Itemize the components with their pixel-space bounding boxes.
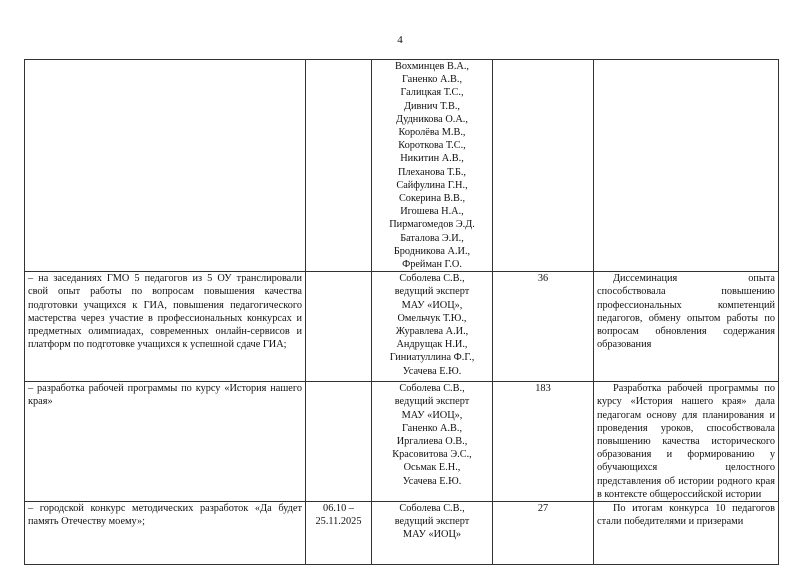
participant-name: Иргалиева О.В.,: [396, 436, 468, 448]
participant-name: Усачева Е.Ю.: [402, 475, 462, 487]
participant-name: МАУ «ИОЦ»,: [401, 299, 463, 311]
participant-name: МАУ «ИОЦ»,: [401, 409, 463, 421]
table-row: [25, 60, 779, 272]
participant-name: Осьмак Е.Н.,: [403, 462, 461, 474]
participant-name: Плеханова Т.Б.,: [397, 166, 466, 178]
participant-name: Соболева С.В.,: [399, 273, 465, 285]
participant-name: Королёва М.В.,: [398, 127, 466, 139]
activity-cell: – на заседаниях ГМО 5 педагогов из 5 ОУ транслировали свой опыт работы по вопросам повышения качества подготовки учащихся к ГИА, повышения педагогического мастерства через участие в профессиональных конкурсах и предметных олимпиадах, современных онлайн-сервисов и платформ по подготовке учащихся к успешной сдаче ГИА;: [25, 272, 306, 382]
dates-cell: [306, 272, 372, 382]
participant-name: Усачева Е.Ю.: [402, 365, 462, 377]
participants-cell: [372, 272, 493, 382]
dates-cell: [306, 60, 372, 272]
count-cell: 183: [493, 382, 594, 502]
dates-cell: [306, 382, 372, 502]
table-row: [25, 502, 779, 565]
participant-name: ведущий эксперт: [394, 396, 470, 408]
activity-cell: – городской конкурс методических разработок «Да будет память Отечеству моему»;: [25, 502, 306, 565]
participant-name: МАУ «ИОЦ»: [402, 529, 462, 541]
result-cell: Диссеминация опыта способствовала повышению профессиональных компетенций педагогов, обмену опытом работы по вопросам обновления содержания образования: [594, 272, 779, 382]
participant-name: Никитин А.В.,: [400, 153, 464, 165]
activity-cell: [25, 60, 306, 272]
participant-name: Красовитова Э.С.,: [392, 449, 472, 461]
participant-name: Сайфулина Г.Н.,: [396, 179, 468, 191]
participant-name: Омельчук Т.Ю.,: [397, 312, 467, 324]
participant-name: Баталова Э.И.,: [400, 232, 464, 244]
result-cell: Разработка рабочей программы по курсу «История нашего края» дала педагогам основу для планирования и проведения уроков, способствовала повышению качества исторического образования и формированию у обучающихся целостного представления об истории родного края в контексте общероссийской истории: [594, 382, 779, 502]
participant-name: Галицкая Т.С.,: [400, 87, 464, 99]
participant-name: ведущий эксперт: [394, 516, 470, 528]
participants-cell: [372, 60, 493, 272]
count-cell: 27: [493, 502, 594, 565]
participant-name: Дудникова О.А.,: [396, 113, 468, 125]
table-row: [25, 272, 779, 382]
participant-name: Пирмагомедов Э.Д.: [389, 219, 475, 231]
result-cell: [594, 60, 779, 272]
participant-name: Дивнич Т.В.,: [403, 100, 461, 112]
participant-name: Соболева С.В.,: [399, 383, 465, 395]
participant-name: Вохминцев В.А.,: [395, 61, 469, 72]
count-cell: [493, 60, 594, 272]
count-cell: 36: [493, 272, 594, 382]
participant-name: Сокерина В.В.,: [398, 193, 466, 205]
participant-name: Игошева Н.А.,: [400, 206, 464, 218]
result-cell: По итогам конкурса 10 педагогов стали победителями и призерами: [594, 502, 779, 565]
table-row: [25, 382, 779, 502]
participant-name: Журавлева А.И.,: [395, 326, 469, 338]
dates-cell: 06.10 – 25.11.2025: [306, 502, 372, 565]
participant-name: Гиниатуллина Ф.Г.,: [389, 352, 475, 364]
participant-name: Андрущак Н.И.,: [396, 339, 468, 351]
participant-name: Ганенко А.В.,: [401, 74, 463, 86]
participant-name: Ганенко А.В.,: [401, 422, 463, 434]
activity-cell: – разработка рабочей программы по курсу «История нашего края»: [25, 382, 306, 502]
participant-name: Фрейман Г.О.: [402, 259, 462, 271]
participant-name: Бродникова А.И.,: [393, 245, 471, 257]
page-number: 4: [397, 34, 403, 46]
participants-cell: [372, 502, 493, 565]
participant-name: ведущий эксперт: [394, 286, 470, 298]
activities-table: [24, 59, 779, 565]
participant-name: Короткова Т.С.,: [398, 140, 466, 152]
participant-name: Соболева С.В.,: [399, 503, 465, 515]
participants-cell: [372, 382, 493, 502]
